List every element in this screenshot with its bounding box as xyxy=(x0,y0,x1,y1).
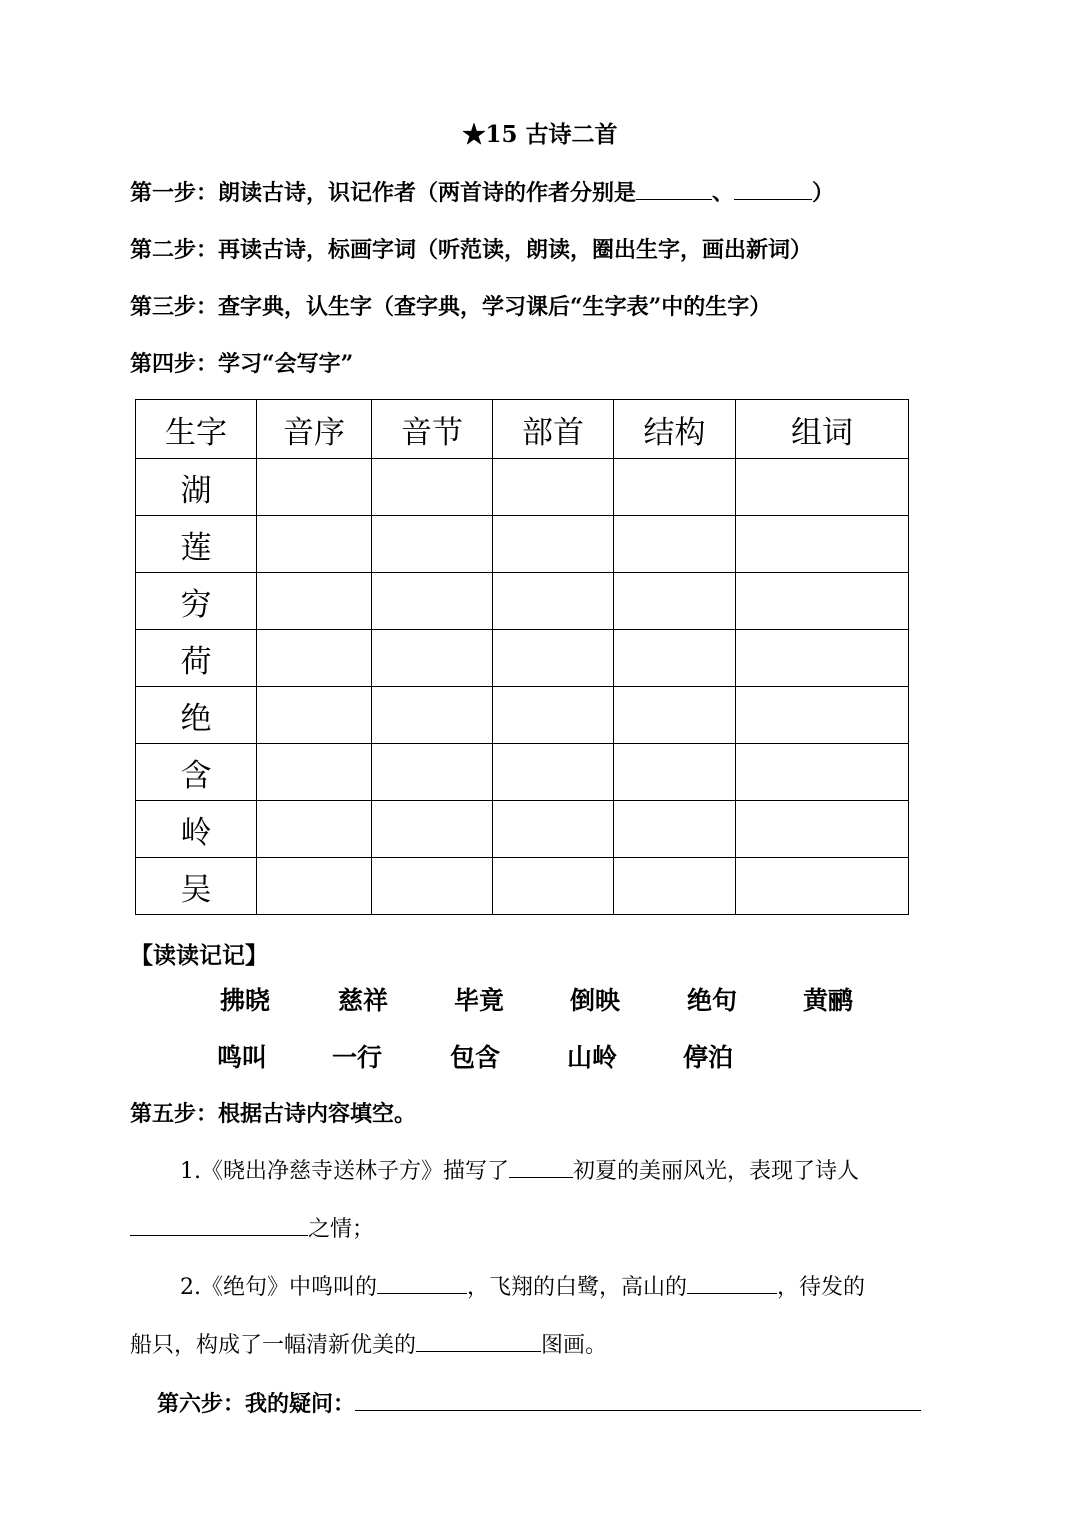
step-3: 第三步：查字典，认生字（查字典，学习课后“生字表”中的生字） xyxy=(130,294,772,320)
q1-blank-2[interactable] xyxy=(130,1213,308,1236)
answer-cell[interactable] xyxy=(736,630,909,687)
table-row xyxy=(136,573,909,630)
step-6-text: 第六步：我的疑问： xyxy=(157,1391,356,1417)
step-1 xyxy=(130,176,834,207)
char-cell: 湖 xyxy=(136,459,257,516)
q1-blank-1[interactable] xyxy=(509,1155,573,1178)
answer-cell[interactable] xyxy=(257,687,372,744)
header-jiegou: 结构 xyxy=(614,400,736,459)
char-cell: 莲 xyxy=(136,516,257,573)
step-1-separator: 、 xyxy=(712,180,735,206)
answer-cell[interactable] xyxy=(493,459,614,516)
question-1-text-c: 之情； xyxy=(308,1217,375,1242)
answer-cell[interactable] xyxy=(614,573,736,630)
answer-cell[interactable] xyxy=(257,858,372,915)
answer-cell[interactable] xyxy=(493,801,614,858)
table-row xyxy=(136,459,909,516)
q2-blank-2[interactable] xyxy=(687,1271,777,1294)
char-cell: 吴 xyxy=(136,858,257,915)
question-2-text-d: 船只，构成了一幅清新优美的 xyxy=(130,1333,417,1358)
character-table xyxy=(135,399,909,915)
page-title: ★15 古诗二首 xyxy=(462,121,618,148)
answer-cell[interactable] xyxy=(257,516,372,573)
answer-cell[interactable] xyxy=(372,801,493,858)
char-cell: 含 xyxy=(136,744,257,801)
answer-cell[interactable] xyxy=(493,744,614,801)
word-item: 慈祥 xyxy=(338,986,389,1015)
q2-blank-3[interactable] xyxy=(416,1329,541,1352)
word-item: 毕竟 xyxy=(454,986,505,1015)
question-answer-line[interactable] xyxy=(355,1388,921,1411)
header-shengzi: 生字 xyxy=(136,400,257,459)
question-2-line-2 xyxy=(130,1328,607,1359)
answer-cell[interactable] xyxy=(372,687,493,744)
answer-cell[interactable] xyxy=(257,630,372,687)
step-1-text: 第一步：朗读古诗，识记作者（两首诗的作者分别是 xyxy=(130,180,637,206)
table-row xyxy=(136,858,909,915)
step-2: 第二步：再读古诗，标画字词（听范读，朗读，圈出生字，画出新词） xyxy=(130,237,813,263)
question-1-text-b: 初夏的美丽风光，表现了诗人 xyxy=(573,1159,860,1184)
step-4: 第四步：学习“会写字” xyxy=(130,351,354,377)
header-yinjie: 音节 xyxy=(372,400,493,459)
answer-cell[interactable] xyxy=(257,744,372,801)
question-2-text-c: ，待发的 xyxy=(777,1275,866,1300)
table-row xyxy=(136,801,909,858)
answer-cell[interactable] xyxy=(493,516,614,573)
answer-cell[interactable] xyxy=(736,459,909,516)
answer-cell[interactable] xyxy=(372,516,493,573)
answer-cell[interactable] xyxy=(736,801,909,858)
answer-cell[interactable] xyxy=(614,516,736,573)
word-item: 包含 xyxy=(450,1043,501,1072)
answer-cell[interactable] xyxy=(614,858,736,915)
question-2-text-e: 图画。 xyxy=(541,1333,608,1358)
table-row xyxy=(136,687,909,744)
table-row xyxy=(136,744,909,801)
answer-cell[interactable] xyxy=(736,858,909,915)
step-6 xyxy=(157,1387,921,1418)
answer-cell[interactable] xyxy=(493,573,614,630)
table-row xyxy=(136,516,909,573)
table-row xyxy=(136,630,909,687)
question-1-text-a: 1.《晓出净慈寺送林子方》描写了 xyxy=(180,1159,509,1184)
question-2-text-a: 2.《绝句》中鸣叫的 xyxy=(180,1275,377,1300)
question-2-text-b: ，飞翔的白鹭，高山的 xyxy=(467,1275,688,1300)
header-yinxu: 音序 xyxy=(257,400,372,459)
step-1-close: ） xyxy=(812,180,835,206)
author-blank-1[interactable] xyxy=(636,177,712,200)
q2-blank-1[interactable] xyxy=(377,1271,467,1294)
question-1-line-1 xyxy=(180,1154,859,1185)
char-cell: 绝 xyxy=(136,687,257,744)
answer-cell[interactable] xyxy=(372,630,493,687)
char-cell: 岭 xyxy=(136,801,257,858)
answer-cell[interactable] xyxy=(257,459,372,516)
header-zuci: 组词 xyxy=(736,400,909,459)
char-cell: 穷 xyxy=(136,573,257,630)
word-item: 黄鹂 xyxy=(803,986,854,1015)
answer-cell[interactable] xyxy=(257,573,372,630)
answer-cell[interactable] xyxy=(372,459,493,516)
word-item: 一行 xyxy=(332,1043,383,1072)
answer-cell[interactable] xyxy=(493,687,614,744)
answer-cell[interactable] xyxy=(493,630,614,687)
answer-cell[interactable] xyxy=(614,801,736,858)
answer-cell[interactable] xyxy=(257,801,372,858)
answer-cell[interactable] xyxy=(614,459,736,516)
word-item: 鸣叫 xyxy=(217,1043,268,1072)
answer-cell[interactable] xyxy=(372,858,493,915)
answer-cell[interactable] xyxy=(736,687,909,744)
header-bushou: 部首 xyxy=(493,400,614,459)
word-item: 拂晓 xyxy=(220,986,271,1015)
word-item: 山岭 xyxy=(567,1043,618,1072)
answer-cell[interactable] xyxy=(736,744,909,801)
answer-cell[interactable] xyxy=(736,573,909,630)
answer-cell[interactable] xyxy=(372,573,493,630)
word-item: 倒映 xyxy=(570,986,621,1015)
question-1-line-2 xyxy=(130,1212,374,1243)
step-5: 第五步：根据古诗内容填空。 xyxy=(130,1101,417,1127)
word-item: 绝句 xyxy=(687,986,738,1015)
reading-heading: 【读读记记】 xyxy=(130,942,268,969)
answer-cell[interactable] xyxy=(614,744,736,801)
author-blank-2[interactable] xyxy=(734,177,812,200)
answer-cell[interactable] xyxy=(493,858,614,915)
question-2-line-1 xyxy=(180,1270,865,1301)
table-header-row xyxy=(136,400,909,459)
word-item: 停泊 xyxy=(683,1043,734,1072)
answer-cell[interactable] xyxy=(372,744,493,801)
char-cell: 荷 xyxy=(136,630,257,687)
answer-cell[interactable] xyxy=(736,516,909,573)
answer-cell[interactable] xyxy=(614,687,736,744)
answer-cell[interactable] xyxy=(614,630,736,687)
